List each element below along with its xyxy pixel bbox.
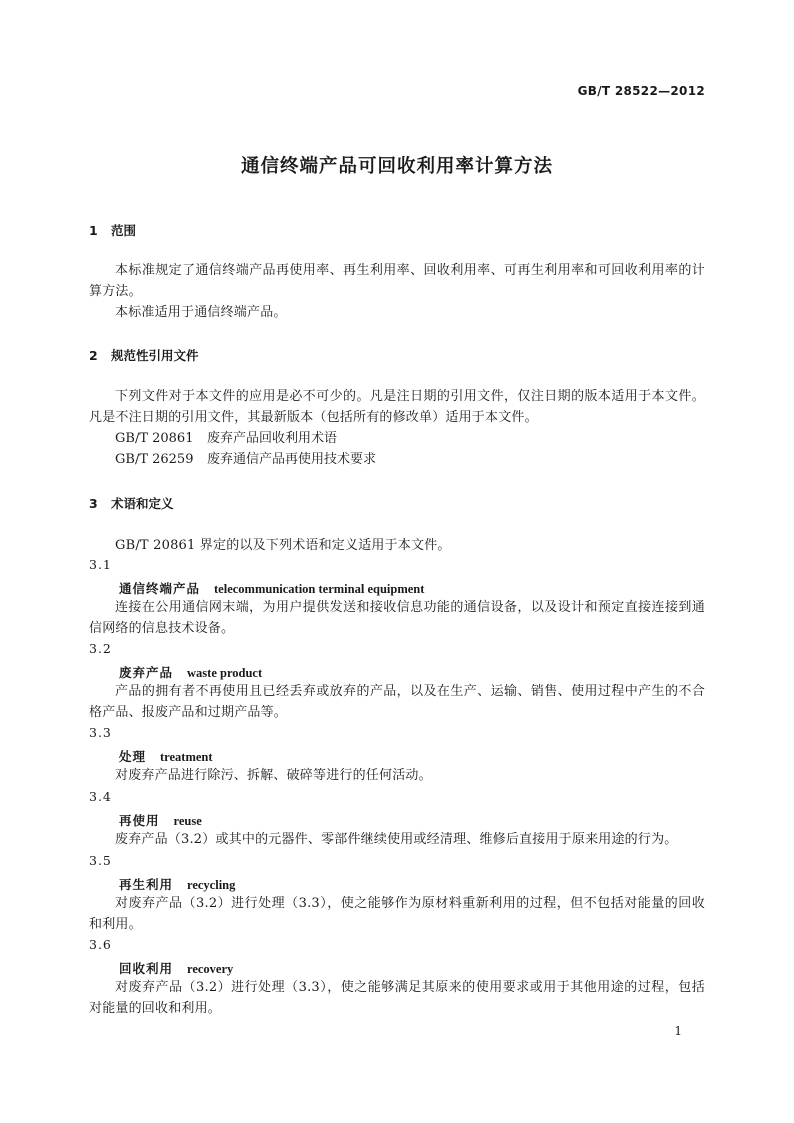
reference-code: GB/T 20861: [115, 431, 194, 446]
section-2-heading: [89, 346, 705, 364]
term-heading: [89, 875, 735, 893]
term-chinese: 废弃产品: [119, 665, 174, 680]
term-number: 3.3: [89, 725, 112, 740]
term-heading: [89, 663, 735, 681]
page-number: 1: [674, 1024, 682, 1038]
term-number: 3.5: [89, 853, 112, 868]
term-definition: 废弃产品（3.2）或其中的元器件、零部件继续使用或经清理、维修后直接用于原来用途的行为。: [115, 832, 678, 847]
section-3-heading: [89, 494, 705, 512]
term-chinese: 再生利用: [119, 877, 174, 892]
term-heading: [89, 747, 735, 765]
term-english: treatment: [160, 750, 213, 764]
term-number: 3.2: [89, 641, 112, 656]
term-chinese: 再使用: [119, 813, 160, 828]
term-definition: 产品的拥有者不再使用且已经丢弃或放弃的产品，以及在生产、运输、销售、使用过程中产生的不合格产品、报废产品和过期产品等。: [89, 684, 705, 720]
term-definition: 对废弃产品（3.2）进行处理（3.3），使之能够作为原材料重新利用的过程，但不包括对能量的回收和利用。: [89, 896, 705, 932]
document-title: 通信终端产品可回收利用率计算方法: [240, 156, 553, 177]
term-definition: 对废弃产品进行除污、拆解、破碎等进行的任何活动。: [115, 768, 432, 783]
term-english: waste product: [187, 666, 263, 680]
term-english: reuse: [173, 814, 202, 828]
reference-title: 废弃通信产品再使用技术要求: [207, 452, 377, 467]
term-number: 3.6: [89, 937, 112, 952]
section-1-heading: [89, 221, 705, 239]
section-number: 2: [89, 348, 98, 363]
term-definition: 连接在公用通信网末端，为用户提供发送和接收信息功能的通信设备，以及设计和预定直接连接到通信网络的信息技术设备。: [89, 600, 705, 636]
term-english: recycling: [187, 878, 236, 892]
term-heading: [89, 579, 735, 597]
section-1-paragraph-1: 本标准规定了通信终端产品再使用率、再生利用率、回收利用率、可再生利用率和可回收利用率的计算方法。: [89, 263, 705, 299]
term-heading: [89, 959, 735, 977]
reference-item: [89, 428, 731, 449]
section-title: 术语和定义: [111, 496, 174, 511]
term-heading: [89, 811, 735, 829]
section-1-paragraph-2: 本标准适用于通信终端产品。: [115, 305, 287, 320]
section-title: 规范性引用文件: [111, 348, 199, 363]
term-chinese: 通信终端产品: [119, 581, 201, 596]
reference-item: [89, 449, 731, 470]
term-chinese: 处理: [119, 749, 147, 764]
section-2-paragraph: 下列文件对于本文件的应用是必不可少的。凡是注日期的引用文件，仅注日期的版本适用于本文件。凡是不注日期的引用文件，其最新版本（包括所有的修改单）适用于本文件。: [89, 389, 705, 425]
section-3-intro: GB/T 20861 界定的以及下列术语和定义适用于本文件。: [115, 538, 451, 553]
section-number: 1: [89, 223, 98, 238]
section-number: 3: [89, 496, 98, 511]
term-definition: 对废弃产品（3.2）进行处理（3.3），使之能够满足其原来的使用要求或用于其他用途的过程，包括对能量的回收和利用。: [89, 980, 705, 1016]
reference-title: 废弃产品回收利用术语: [207, 431, 338, 446]
reference-code: GB/T 26259: [115, 452, 194, 467]
term-chinese: 回收利用: [119, 961, 174, 976]
term-number: 3.4: [89, 789, 112, 804]
term-english: recovery: [187, 962, 234, 976]
section-title: 范围: [111, 223, 137, 238]
term-number: 3.1: [89, 557, 112, 572]
standard-code: GB/T 28522—2012: [577, 84, 705, 98]
term-english: telecommunication terminal equipment: [214, 582, 425, 596]
